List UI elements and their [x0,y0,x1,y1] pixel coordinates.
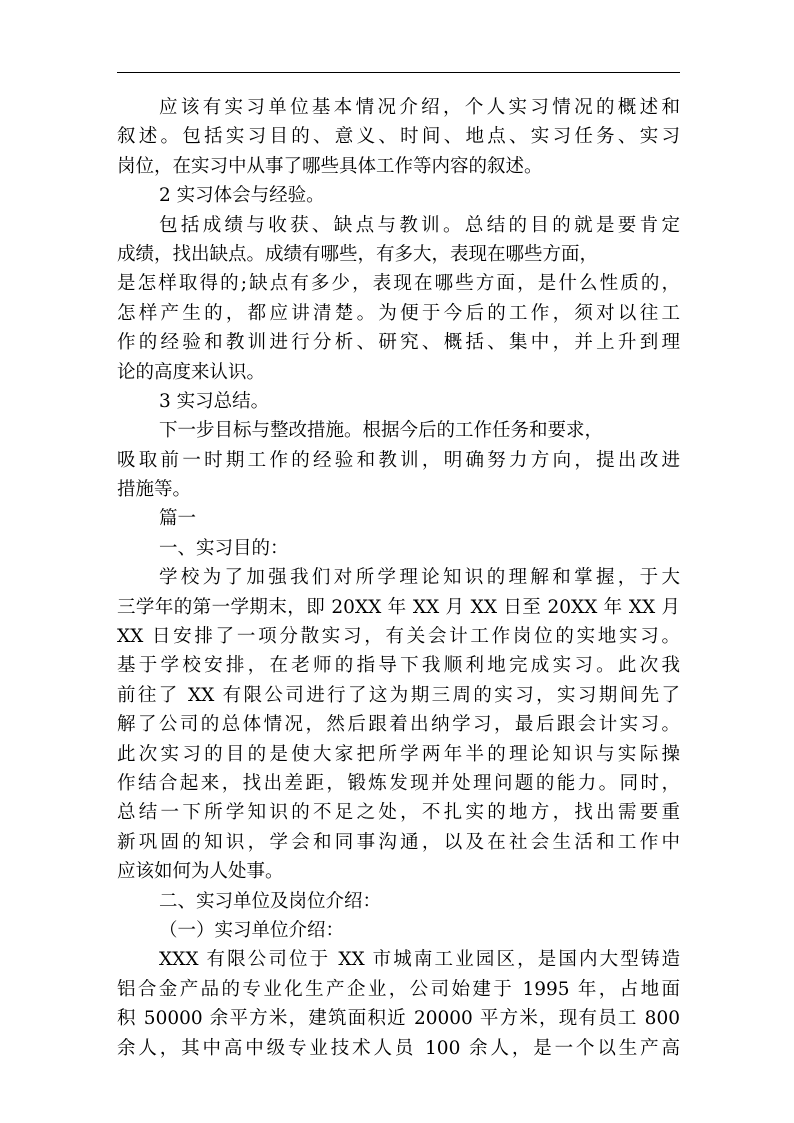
text-line: 包括成绩与收获、缺点与教训。总结的目的就是要肯定 [159,214,680,236]
text-line: 应该有实习单位基本情况介绍，个人实习情况的概述和 [159,97,680,118]
text-line: 三学年的第一学期末，即 20XX 年 XX 月 XX 日至 20XX 年 XX 月 [117,596,680,618]
text-line: 应该如何为人处事。 [117,861,284,883]
text-line: 是怎样取得的;缺点有多少，表现在哪些方面，是什么性质的， [117,273,680,295]
text-line: 基于学校安排，在老师的指导下我顺利地完成实习。此次我 [117,655,680,677]
text-line: 叙述。包括实习目的、意义、时间、地点、实习任务、实习 [117,126,680,148]
text-line: 余人，其中高中级专业技术人员 100 余人，是一个以生产高 [117,1037,680,1059]
text-line: 新巩固的知识，学会和同事沟通，以及在社会生活和工作中 [117,831,680,853]
document-body [117,93,680,1063]
text-line: 怎样产生的，都应讲清楚。为便于今后的工作，须对以往工 [117,302,680,324]
text-line: 解了公司的总体情况，然后跟着出纳学习，最后跟会计实习。 [117,714,680,736]
text-line: 下一步目标与整改措施。根据今后的工作任务和要求， [159,420,604,442]
text-line: 学校为了加强我们对所学理论知识的理解和掌握，于大 [159,567,680,589]
text-line: 作的经验和教训进行分析、研究、概括、集中，并上升到理 [117,332,680,354]
text-line: 一、实习目的： [159,537,289,559]
text-line: 积 50000 余平方米，建筑面积近 20000 平方米，现有员工 800 [117,1008,680,1030]
text-line: 铝合金产品的专业化生产企业，公司始建于 1995 年，占地面 [117,978,680,1000]
text-line: 总结一下所学知识的不足之处，不扎实的地方，找出需要重 [117,802,680,824]
text-line: 作结合起来，找出差距，锻炼发现并处理问题的能力。同时， [117,772,680,794]
text-line: 岗位，在实习中从事了哪些具体工作等内容的叙述。 [117,155,543,177]
text-line: XXX 有限公司位于 XX 市城南工业园区，是国内大型铸造 [159,949,680,971]
text-line: 2 实习体会与经验。 [159,185,325,207]
text-line: 此次实习的目的是使大家把所学两年半的理论知识与实际操 [117,743,680,765]
text-line: 二、实习单位及岗位介绍： [159,890,382,912]
text-line: 论的高度来认识。 [117,361,266,383]
text-line: （一）实习单位介绍： [159,919,345,941]
text-line: 篇一 [159,508,197,530]
text-line: 3 实习总结。 [159,390,270,412]
header-rule [117,72,680,73]
text-line: 吸取前一时期工作的经验和教训，明确努力方向，提出改进 [117,449,680,471]
text-line: 措施等。 [117,479,192,501]
text-line: 成绩，找出缺点。成绩有哪些，有多大，表现在哪些方面， [117,243,599,265]
text-line: XX 日安排了一项分散实习，有关会计工作岗位的实地实习。 [117,626,680,648]
text-line: 前往了 XX 有限公司进行了这为期三周的实习，实习期间先了 [117,684,680,706]
